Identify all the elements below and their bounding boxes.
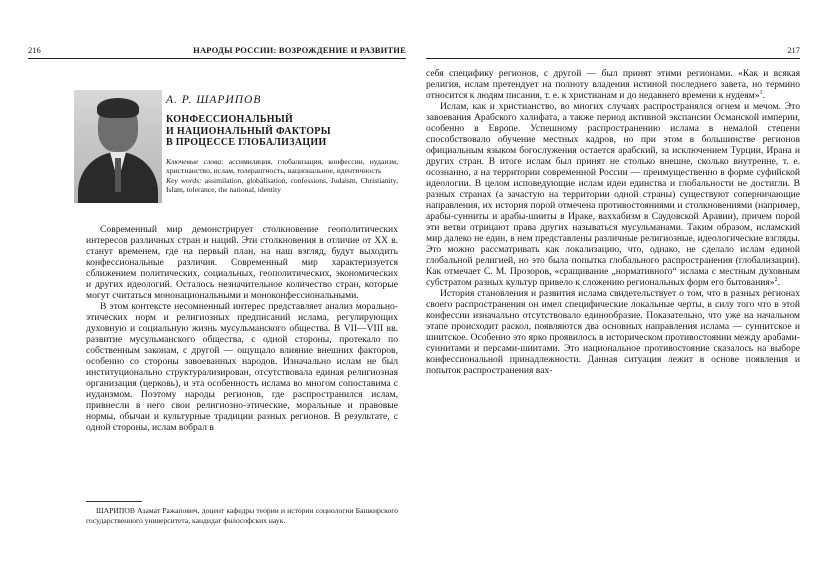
running-title: НАРОДЫ РОССИИ: ВОЗРОЖДЕНИЕ И РАЗВИТИЕ bbox=[193, 45, 406, 55]
footnote-rule bbox=[86, 501, 142, 502]
paragraph-text: Ислам, как и христианство, во многих случаях распространялся огнем и мечом. Это завоевания Арабского халифата, а также период активной экспансии Османской империи, особенно в Европе. Успешному распространению ислама в немалой степени способствовало обучение местных кадров, но при этом в большинстве регионов официальным языком богослужения остается арабский, за исключением Турции, Ирана и других стран. В итоге ислам был принят не столько внешне, сколько внутренне, т. е. осознанно, а на территории современной России — преимущественно в форме суфийской идеологии. В целом исповедующие ислам идеи единства и глобальности не достигли. В разных странах (а зачастую на территории одной страны) существуют соперничающие направления, их история порой отмечена противостояниями и столкновениями (например, арабы-сунниты и арабы-шииты в Ираке, ваххабизм в Саудовской Аравии), причем порой эти ветви отрицают права других называться мусульманами. Таким образом, исламский мир далеко не един, в нем представлены различные религиозные, идеологические взгляды. Это можно рассматривать как локализацию, что, однако, не сделало ислам единой глобальной религией, но это была попытка глобального распространения (глобализации). Как отмечает С. М. Прозоров, «сращивание „нормативного“ ислама с местным духовным субстратом разных культур привело к сложению региональных форм его бытования» bbox=[426, 101, 800, 288]
keywords-label: Ключевые слова: bbox=[166, 157, 224, 166]
title-line: И НАЦИОНАЛЬНЫЙ ФАКТОРЫ bbox=[166, 125, 331, 137]
title-line: КОНФЕССИОНАЛЬНЫЙ bbox=[166, 114, 294, 125]
paragraph-end: . bbox=[777, 277, 780, 288]
keywords-text: ассимиляция, глобализация, конфессии, иудаизм, христианство, ислам, толерантность, национальное, идентичность bbox=[166, 157, 398, 176]
body-paragraph: В этом контексте несомненный интерес представляет анализ морально-этических норм и религиозных предписаний ислама, регулирующих духовную и социальную жизнь мусульманского общества. В VII—VIII вв. развитие мусульманского общества, с одной стороны, протекало по собственным законам, с другой — ощущало влияние внешних факторов, особенно со стороны завоеванных народов. Изначально ислам не был институционально структурализирован, отсутствовала единая религиозная организация (церковь), и эта особенность ислама во многом сопоставима с иудаизмом. Поэтому народы регионов, где распространился ислам, привнесли в него свои религиозно-этические, моральные и правовые нормы, обычаи и культурные традиции разных регионов. В результате, с одной стороны, ислам вобрал в bbox=[86, 301, 398, 433]
paragraph-end: . bbox=[762, 90, 765, 101]
footnote-ref: 2 bbox=[774, 276, 778, 283]
keywords-ru bbox=[166, 157, 398, 176]
author-photo bbox=[74, 90, 162, 203]
left-body-text bbox=[86, 224, 398, 433]
right-page-header bbox=[426, 44, 800, 59]
article-title bbox=[166, 114, 396, 149]
left-page-header bbox=[28, 44, 406, 59]
right-page-number: 217 bbox=[787, 45, 800, 55]
keywords-en-label: Key words: bbox=[166, 175, 202, 185]
right-body-text bbox=[426, 68, 800, 376]
title-line: В ПРОЦЕССЕ ГЛОБАЛИЗАЦИИ bbox=[166, 137, 327, 148]
body-paragraph bbox=[426, 101, 800, 288]
author-name: А. Р. ШАРИПОВ bbox=[166, 94, 262, 106]
body-paragraph: Современный мир демонстрирует столкновение геополитических интересов различных стран и наций. Эти столкновения в отличие от ХХ в. станут временем, где на первый план, на наш взгляд, будут выходить конфессиональные различия. Современный мир характеризуется сближением политических, социальных, геополитических, экономических и других идеологий. Осталось незначительное количество стран, которые могут считаться мононациональными и моноконфессиональными. bbox=[86, 224, 398, 301]
body-paragraph: История становления и развития ислама свидетельствует о том, что в разных регионах своего распространения он имел специфические локальные черты, в силу того что в этой конфессии изначально отсутствовало единообразие. Показательно, что уже на начальном этапе происходит раскол, появляются два основных направления ислама — суннитское и шиитское. Особенно это ярко проявилось в историческом противостоянии между арабами-суннитами и персами-шиитами. Это национальное противостояние сказалось на выборе конфессиональной принадлежности. Данная ситуация лежит в основе появления и попыток распространения вах- bbox=[426, 288, 800, 376]
keywords-en bbox=[166, 176, 398, 195]
footnote-text: ШАРИПОВ Азамат Ражапович, доцент кафедры теории и истории социологии Башкирского государственного университета, кандидат философских наук. bbox=[86, 506, 398, 525]
footnote-ref: 1 bbox=[759, 89, 763, 96]
left-page-number: 216 bbox=[28, 45, 41, 55]
author-footnote bbox=[86, 506, 398, 525]
keywords-block bbox=[166, 157, 398, 194]
paragraph-text: себя специфику регионов, с другой — был принят этими регионами. «Как и всякая религия, ислам претендует на полноту владения истиной последнего завета, но термино относится к людям писания, т. е. к христианам и до недавнего времени к нудеям» bbox=[426, 68, 800, 101]
body-paragraph bbox=[426, 68, 800, 101]
keywords-en-text: assimilation, globalisation, confessions, Judaism, Christianity, Islam, tolerance, the national, identity bbox=[166, 175, 398, 194]
photo-tie bbox=[115, 158, 121, 192]
photo-hair bbox=[97, 98, 139, 118]
